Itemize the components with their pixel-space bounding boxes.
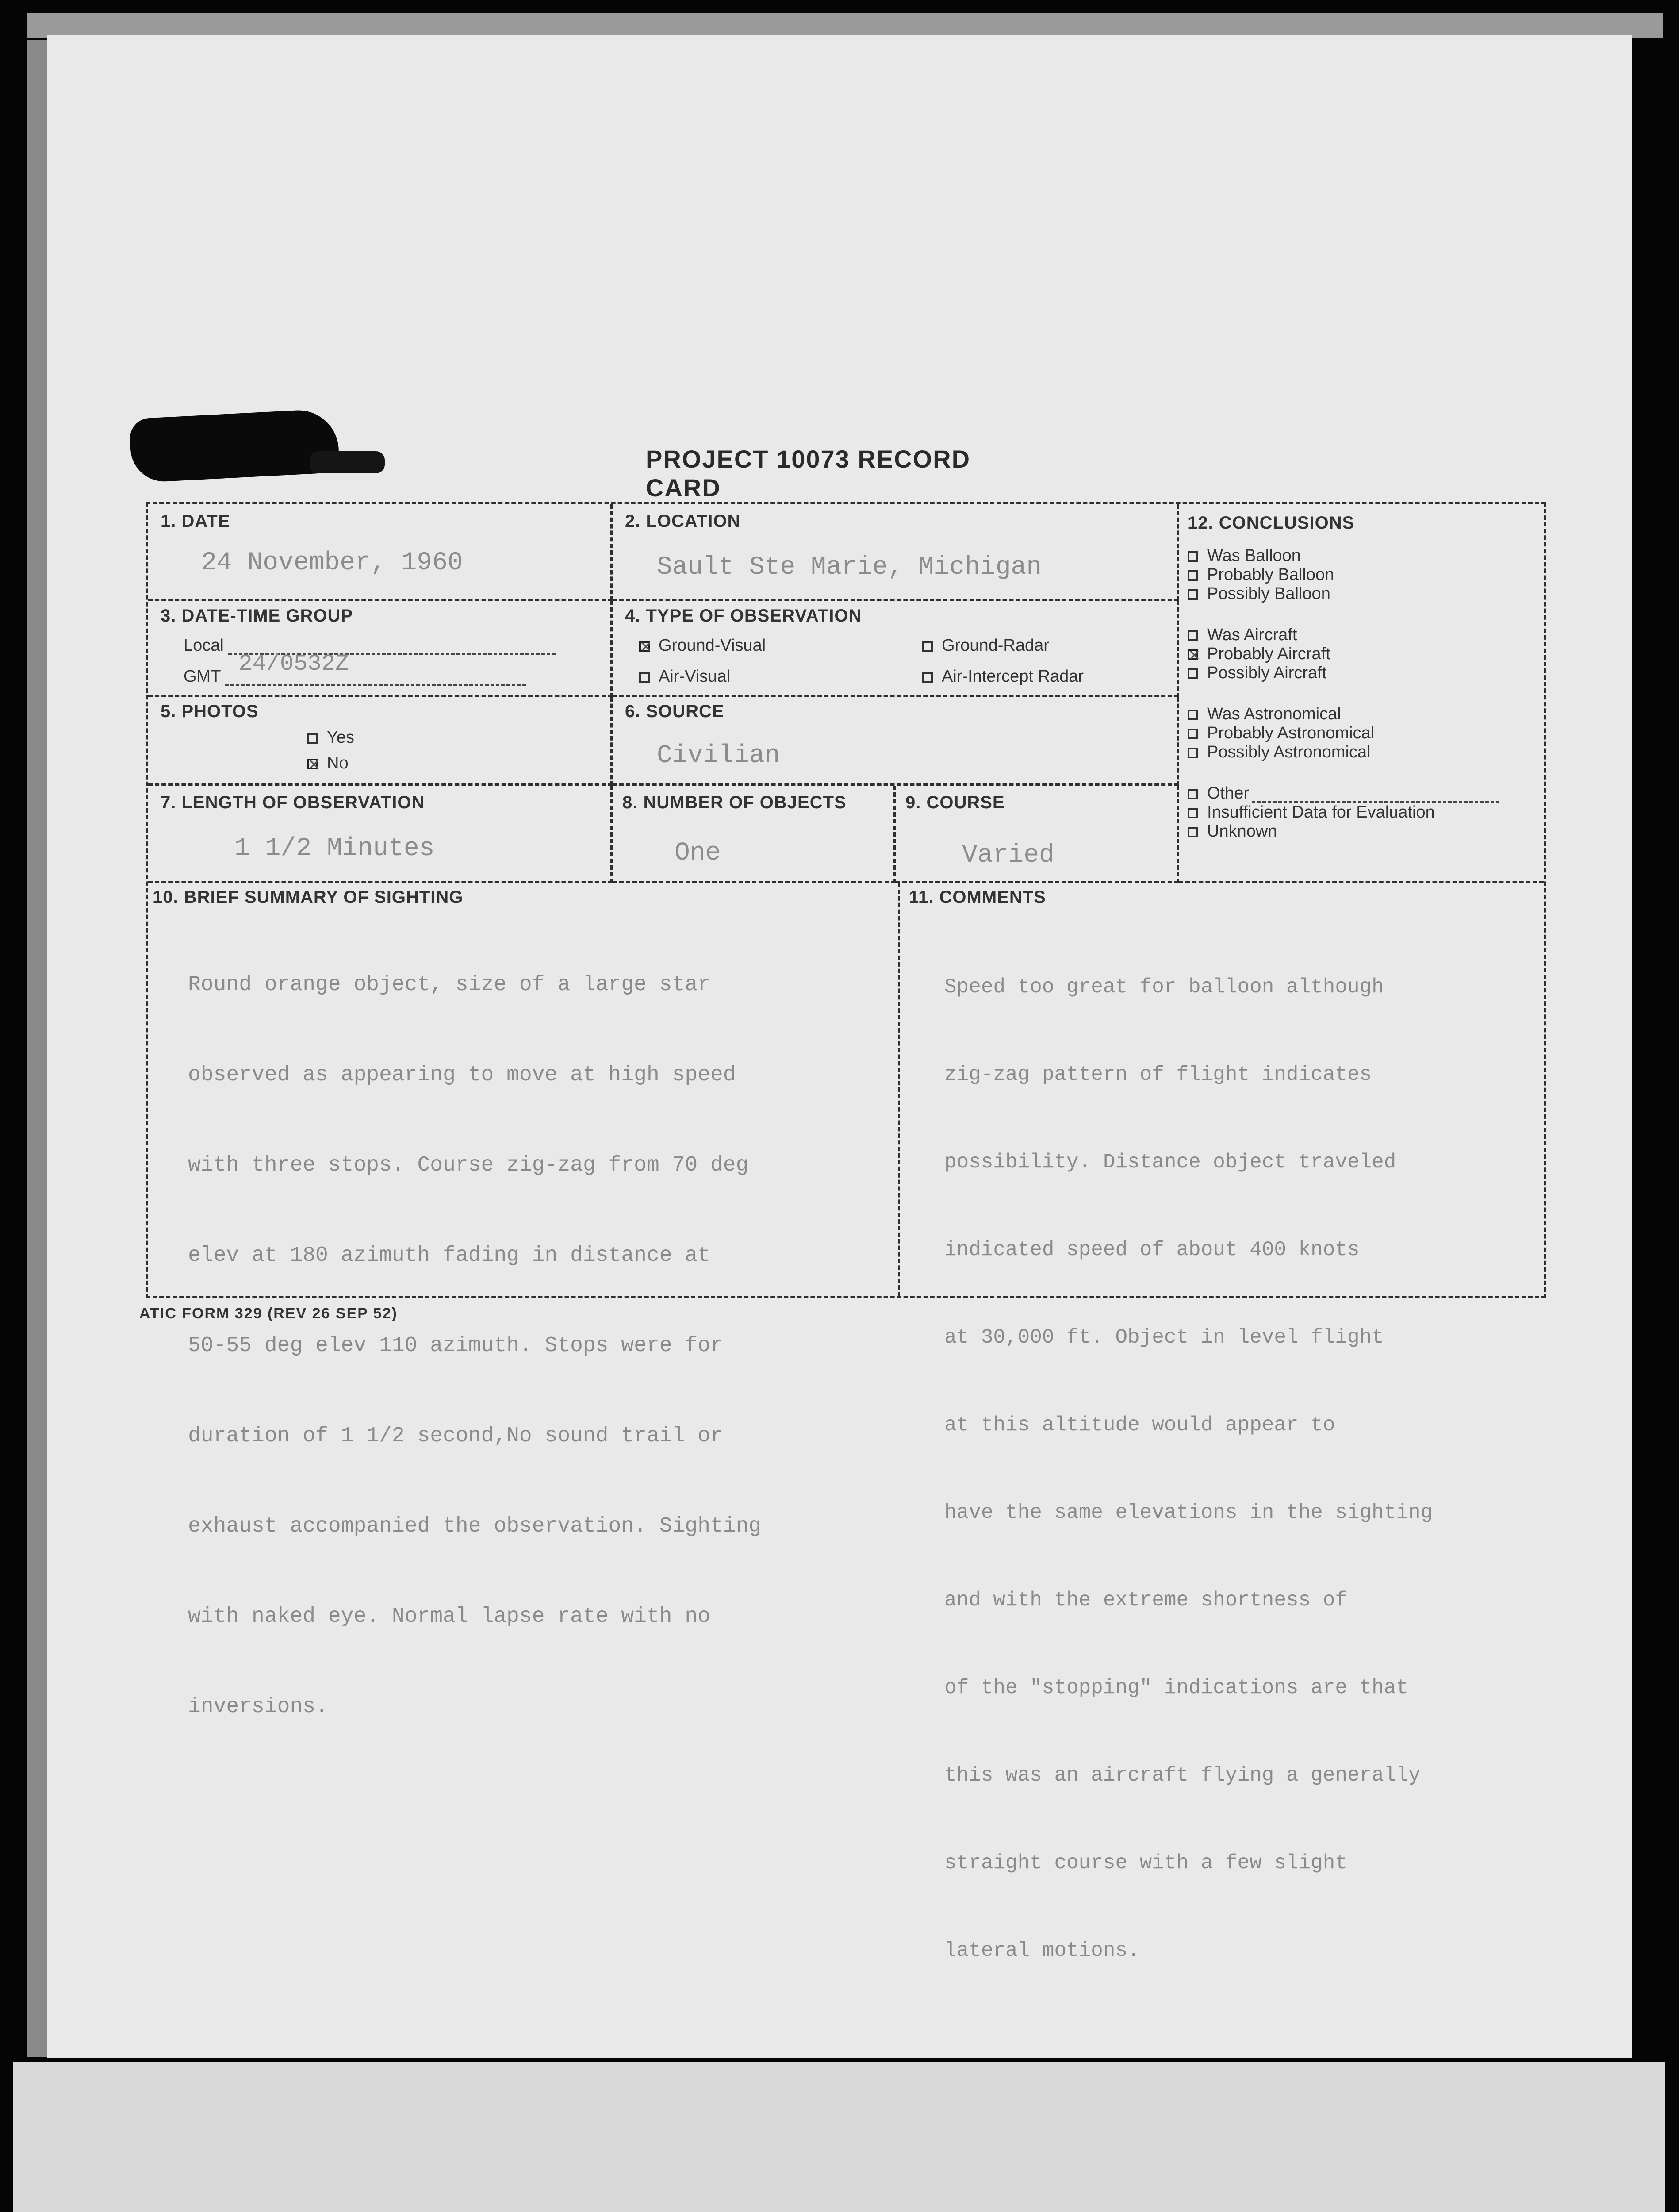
observation-type-label: 4. TYPE OF OBSERVATION <box>625 606 862 626</box>
comments-label: 11. COMMENTS <box>909 887 1046 907</box>
redaction-mark <box>129 408 340 483</box>
objects-cell <box>613 786 896 883</box>
summary-line: with three stops. Course zig-zag from 70 deg <box>188 1153 749 1177</box>
conclusions-list <box>1188 546 1499 841</box>
objects-value: One <box>675 839 721 868</box>
dtg-gmt-line <box>225 651 526 686</box>
comments-line: of the "stopping" indications are that <box>944 1676 1408 1699</box>
checkbox-icon <box>1188 729 1198 739</box>
film-border-left <box>27 40 48 2057</box>
conclusion-possibly-astronomical[interactable]: Possibly Astronomical <box>1188 743 1499 762</box>
conclusion-was-balloon[interactable]: Was Balloon <box>1188 546 1499 565</box>
length-cell <box>148 786 613 883</box>
film-border-top <box>27 13 1663 38</box>
conclusion-possibly-aircraft[interactable]: Possibly Aircraft <box>1188 664 1499 683</box>
conclusions-cell <box>1179 504 1544 883</box>
comments-line: at 30,000 ft. Object in level flight <box>944 1326 1384 1349</box>
checkbox-icon <box>1188 649 1198 660</box>
comments-line: and with the extreme shortness of <box>944 1589 1347 1612</box>
photos-option-no[interactable]: ✕No <box>307 754 349 773</box>
checkbox-icon <box>1188 668 1198 679</box>
summary-line: duration of 1 1/2 second,No sound trail or <box>188 1424 723 1448</box>
checkbox-icon <box>639 672 650 683</box>
comments-line: lateral motions. <box>944 1939 1140 1962</box>
underlying-paper <box>13 2062 1665 2212</box>
checkbox-icon <box>1188 710 1198 720</box>
comments-line: straight course with a few slight <box>944 1851 1347 1874</box>
checkbox-icon <box>1188 748 1198 758</box>
checkbox-icon <box>1188 551 1198 562</box>
other-line <box>1252 790 1499 803</box>
summary-text <box>188 910 761 1782</box>
course-label: 9. COURSE <box>905 793 1005 812</box>
conclusion-probably-aircraft[interactable]: ✕Probably Aircraft <box>1188 645 1499 664</box>
date-label: 1. DATE <box>161 511 230 531</box>
summary-line: exhaust accompanied the observation. Sighting <box>188 1514 762 1538</box>
conclusion-group-aircraft <box>1188 626 1499 683</box>
comments-line: indicated speed of about 400 knots <box>944 1238 1360 1261</box>
conclusions-label: 12. CONCLUSIONS <box>1188 513 1355 533</box>
dtg-gmt-label: GMT <box>184 667 221 686</box>
obs-option-ground-visual[interactable]: ✕Ground-Visual <box>639 636 766 655</box>
comments-line: Speed too great for balloon although <box>944 975 1384 998</box>
comments-line: this was an aircraft flying a generally <box>944 1764 1421 1787</box>
course-value: Varied <box>962 841 1054 870</box>
course-cell <box>896 786 1179 883</box>
summary-line: with naked eye. Normal lapse rate with no <box>188 1605 710 1628</box>
summary-line: observed as appearing to move at high speed <box>188 1063 736 1087</box>
comments-line: at this altitude would appear to <box>944 1413 1335 1436</box>
checkbox-icon <box>1188 808 1198 818</box>
location-cell <box>613 504 1179 601</box>
checkbox-icon <box>1188 789 1198 799</box>
location-label: 2. LOCATION <box>625 511 741 531</box>
conclusion-group-other <box>1188 784 1499 841</box>
conclusion-was-astronomical[interactable]: Was Astronomical <box>1188 705 1499 724</box>
photos-label: 5. PHOTOS <box>161 702 259 721</box>
checkbox-icon <box>307 759 318 769</box>
source-value: Civilian <box>657 741 780 770</box>
comments-text <box>944 914 1433 2024</box>
location-value: Sault Ste Marie, Michigan <box>657 553 1042 582</box>
conclusion-possibly-balloon[interactable]: Possibly Balloon <box>1188 584 1499 603</box>
conclusion-group-balloon <box>1188 546 1499 603</box>
obs-option-ground-radar[interactable]: Ground-Radar <box>922 636 1049 655</box>
obs-option-air-visual[interactable]: Air-Visual <box>639 667 730 686</box>
dtg-label: 3. DATE-TIME GROUP <box>161 606 353 626</box>
checkbox-icon <box>1188 570 1198 581</box>
card-title: PROJECT 10073 RECORD CARD <box>646 445 971 502</box>
dtg-gmt-row <box>184 651 526 686</box>
checkbox-icon <box>1188 827 1198 837</box>
checkbox-icon <box>922 672 933 683</box>
checkbox-icon <box>1188 630 1198 641</box>
dtg-cell <box>148 601 613 697</box>
dtg-local-label: Local <box>184 636 224 655</box>
checkbox-icon <box>1188 589 1198 600</box>
comments-line: zig-zag pattern of flight indicates <box>944 1063 1372 1086</box>
checkbox-icon <box>307 733 318 744</box>
photos-option-yes[interactable]: Yes <box>307 728 354 747</box>
conclusion-probably-balloon[interactable]: Probably Balloon <box>1188 565 1499 584</box>
source-cell <box>613 697 1179 786</box>
summary-line: inversions. <box>188 1695 328 1719</box>
date-cell <box>148 504 613 601</box>
conclusion-group-astronomical <box>1188 705 1499 762</box>
length-value: 1 1/2 Minutes <box>234 834 435 863</box>
conclusion-insufficient-data[interactable]: Insufficient Data for Evaluation <box>1188 803 1499 822</box>
comments-cell <box>900 883 1544 1962</box>
photos-cell <box>148 697 613 786</box>
source-label: 6. SOURCE <box>625 702 724 721</box>
comments-line: have the same elevations in the sighting <box>944 1501 1433 1524</box>
conclusion-was-aircraft[interactable]: Was Aircraft <box>1188 626 1499 645</box>
checkbox-icon <box>922 641 933 652</box>
summary-label: 10. BRIEF SUMMARY OF SIGHTING <box>153 887 464 907</box>
summary-line: elev at 180 azimuth fading in distance at <box>188 1244 710 1267</box>
checkbox-icon <box>639 641 650 652</box>
summary-line: 50-55 deg elev 110 azimuth. Stops were for <box>188 1334 723 1358</box>
dtg-gmt-value: 24/0532Z <box>238 651 349 677</box>
redaction-mark-tail <box>310 451 385 473</box>
objects-label: 8. NUMBER OF OBJECTS <box>622 793 847 812</box>
date-value: 24 November, 1960 <box>201 549 463 577</box>
summary-line: Round orange object, size of a large star <box>188 973 710 997</box>
form-identifier: ATIC FORM 329 (REV 26 SEP 52) <box>139 1305 398 1322</box>
conclusion-unknown[interactable]: Unknown <box>1188 822 1499 841</box>
length-label: 7. LENGTH OF OBSERVATION <box>161 793 425 812</box>
observation-type-cell <box>613 601 1179 697</box>
conclusion-other[interactable]: Other <box>1188 784 1499 803</box>
obs-option-air-intercept-radar[interactable]: Air-Intercept Radar <box>922 667 1084 686</box>
conclusion-probably-astronomical[interactable]: Probably Astronomical <box>1188 724 1499 743</box>
comments-line: possibility. Distance object traveled <box>944 1151 1396 1174</box>
